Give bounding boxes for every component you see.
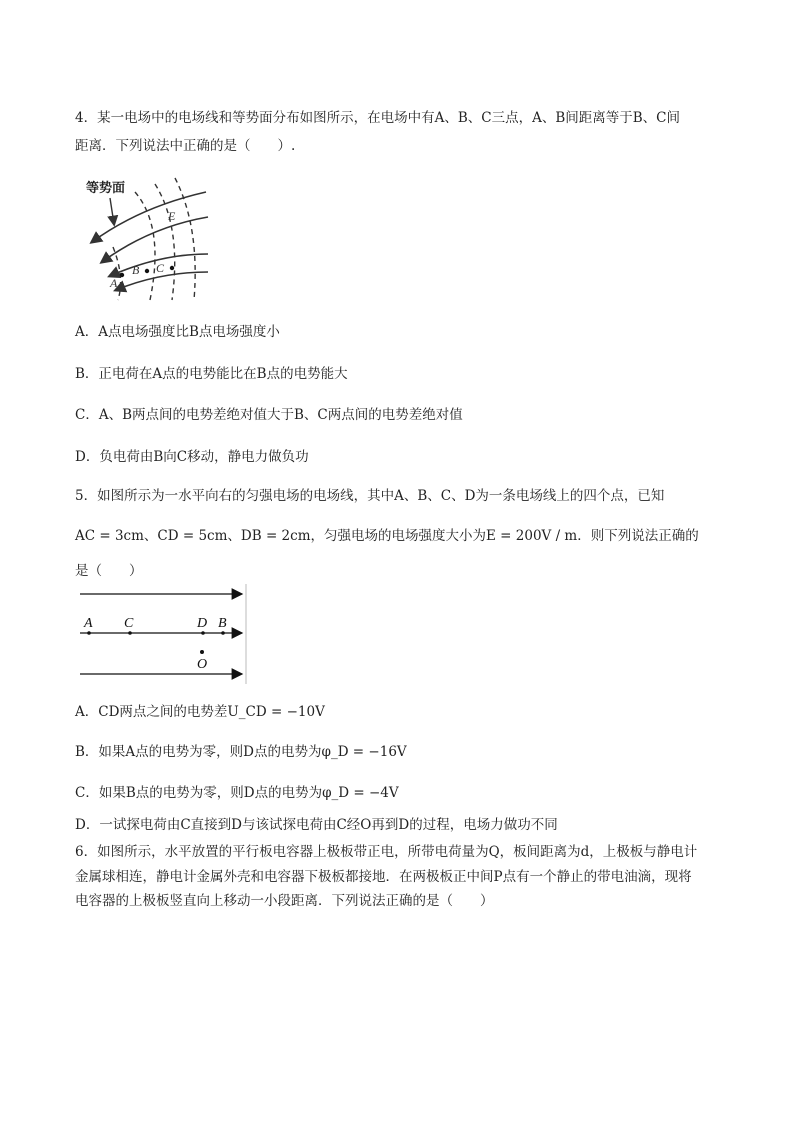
q4-stem-line2: 距离．下列说法中正确的是（ ）. — [75, 138, 296, 154]
q5-option-c: C．如果B点的电势为零，则D点的电势为φ_D = −4V — [75, 785, 399, 801]
label-A: A — [110, 276, 118, 290]
q4-figure — [80, 172, 212, 302]
point-A — [120, 273, 124, 277]
q5-option-d: D．一试探电荷由C直接到D与该试探电荷由C经O再到D的过程，电场力做功不同 — [75, 817, 558, 833]
q5-option-b: B．如果A点的电势为零，则D点的电势为φ_D = −16V — [75, 744, 407, 760]
label-E: E — [168, 209, 176, 223]
label-dengshimian: 等势面 — [86, 181, 126, 196]
label-B: B — [132, 263, 140, 277]
q5-figure — [80, 584, 250, 684]
point-O — [200, 650, 204, 654]
label-O: O — [197, 657, 208, 672]
point-D — [201, 631, 205, 635]
label-D: D — [197, 616, 208, 631]
label-pointer — [110, 198, 114, 224]
label-C: C — [156, 261, 165, 275]
q5-stem-line3: 是（ ） — [75, 563, 143, 579]
equipotential-line — [175, 178, 195, 300]
q4-option-c: C．A、B两点间的电势差绝对值大于B、C两点间的电势差绝对值 — [75, 407, 463, 423]
q5-stem-line2: AC = 3cm、CD = 5cm、DB = 2cm，匀强电场的电场强度大小为E = 200V / m．则下列说法正确的 — [75, 528, 699, 544]
q6-line2: 金属球相连，静电计金属外壳和电容器下极板都接地．在两极板正中间P点有一个静止的带电油滴，现将 — [75, 869, 692, 885]
label-B: B — [218, 616, 227, 631]
label-A: A — [84, 616, 93, 631]
q4-option-a: A．A点电场强度比B点电场强度小 — [75, 324, 280, 340]
q5-option-a: A．CD两点之间的电势差U_CD = −10V — [75, 704, 325, 720]
q6-line1: 6．如图所示，水平放置的平行板电容器上极板带正电，所带电荷量为Q，板间距离为d，上极板与静电计 — [75, 844, 698, 860]
q5-stem-line1: 5．如图所示为一水平向右的匀强电场的电场线，其中A、B、C、D为一条电场线上的四个点，已知 — [75, 488, 665, 504]
q4-stem-line1: 4．某一电场中的电场线和等势面分布如图所示，在电场中有A、B、C三点，A、B间距离等于B、C间 — [75, 110, 681, 126]
label-C: C — [124, 616, 134, 631]
q6-line3: 电容器的上极板竖直向上移动一小段距离．下列说法正确的是（ ） — [75, 893, 494, 909]
point-C — [128, 631, 132, 635]
q4-option-d: D．负电荷由B向C移动，静电力做负功 — [75, 449, 309, 465]
q4-option-b: B．正电荷在A点的电势能比在B点的电势能大 — [75, 366, 348, 382]
point-B — [145, 269, 149, 273]
point-B — [221, 631, 225, 635]
point-A — [87, 631, 91, 635]
point-C — [170, 266, 174, 270]
